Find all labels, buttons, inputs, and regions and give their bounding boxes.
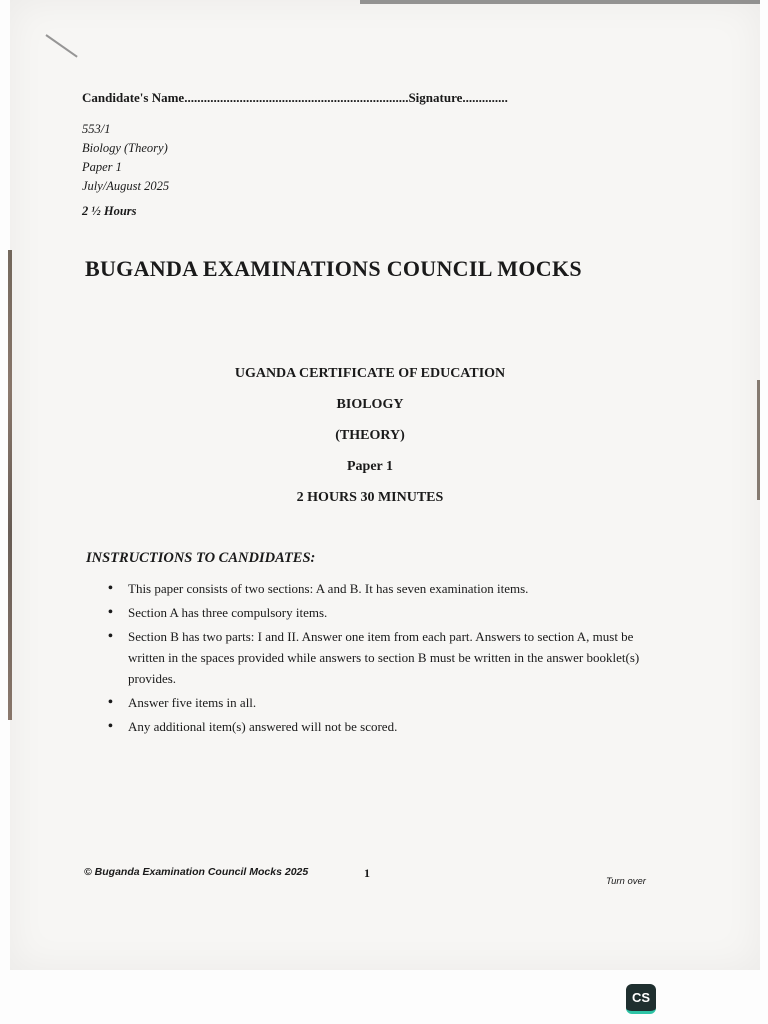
paper-code: 553/1 bbox=[82, 122, 111, 136]
instructions-heading: INSTRUCTIONS TO CANDIDATES: bbox=[86, 550, 316, 566]
paper-title: Paper 1 bbox=[346, 459, 393, 474]
scan-edge-right bbox=[757, 380, 760, 500]
paper-number: Paper 1 bbox=[82, 160, 122, 174]
signature-label: Signature.............. bbox=[408, 90, 508, 105]
scan-edge-left bbox=[8, 250, 12, 720]
instruction-item: • Answer five items in all. bbox=[108, 692, 668, 713]
paper-meta bbox=[82, 120, 169, 196]
instruction-item: • Any additional item(s) answered will not be scored. bbox=[108, 716, 668, 737]
exam-council-title: BUGANDA EXAMINATIONS COUNCIL MOCKS bbox=[85, 256, 582, 281]
camscanner-logo: CS bbox=[626, 984, 656, 1014]
certificate-title: UGANDA CERTIFICATE OF EDUCATION bbox=[234, 366, 506, 381]
paper-duration: 2 ½ Hours bbox=[82, 204, 137, 218]
instruction-item: • Section A has three compulsory items. bbox=[108, 602, 668, 623]
subject-title: BIOLOGY bbox=[336, 397, 404, 412]
instruction-item: • This paper consists of two sections: A and B. It has seven examination items. bbox=[108, 578, 668, 599]
candidate-name-label: Candidate's Name..................................................................... bbox=[82, 90, 409, 105]
instructions-list bbox=[108, 578, 668, 740]
candidate-signature-line bbox=[82, 90, 508, 106]
paper-subject: Biology (Theory) bbox=[82, 141, 168, 155]
page-number: 1 bbox=[364, 866, 370, 880]
copyright-footer: © Buganda Examination Council Mocks 2025 bbox=[84, 866, 309, 878]
theory-title: (THEORY) bbox=[335, 428, 405, 443]
instruction-item: • Section B has two parts: I and II. Answer one item from each part. Answers to section A, must be written in the spaces provided while answers to section B must be written in the answer booklet(s) provides. bbox=[108, 626, 668, 689]
scan-edge-top bbox=[360, 0, 760, 4]
paper-date: July/August 2025 bbox=[82, 179, 170, 193]
turn-over-note: Turn over bbox=[606, 876, 646, 887]
duration-title: 2 HOURS 30 MINUTES bbox=[296, 490, 444, 505]
